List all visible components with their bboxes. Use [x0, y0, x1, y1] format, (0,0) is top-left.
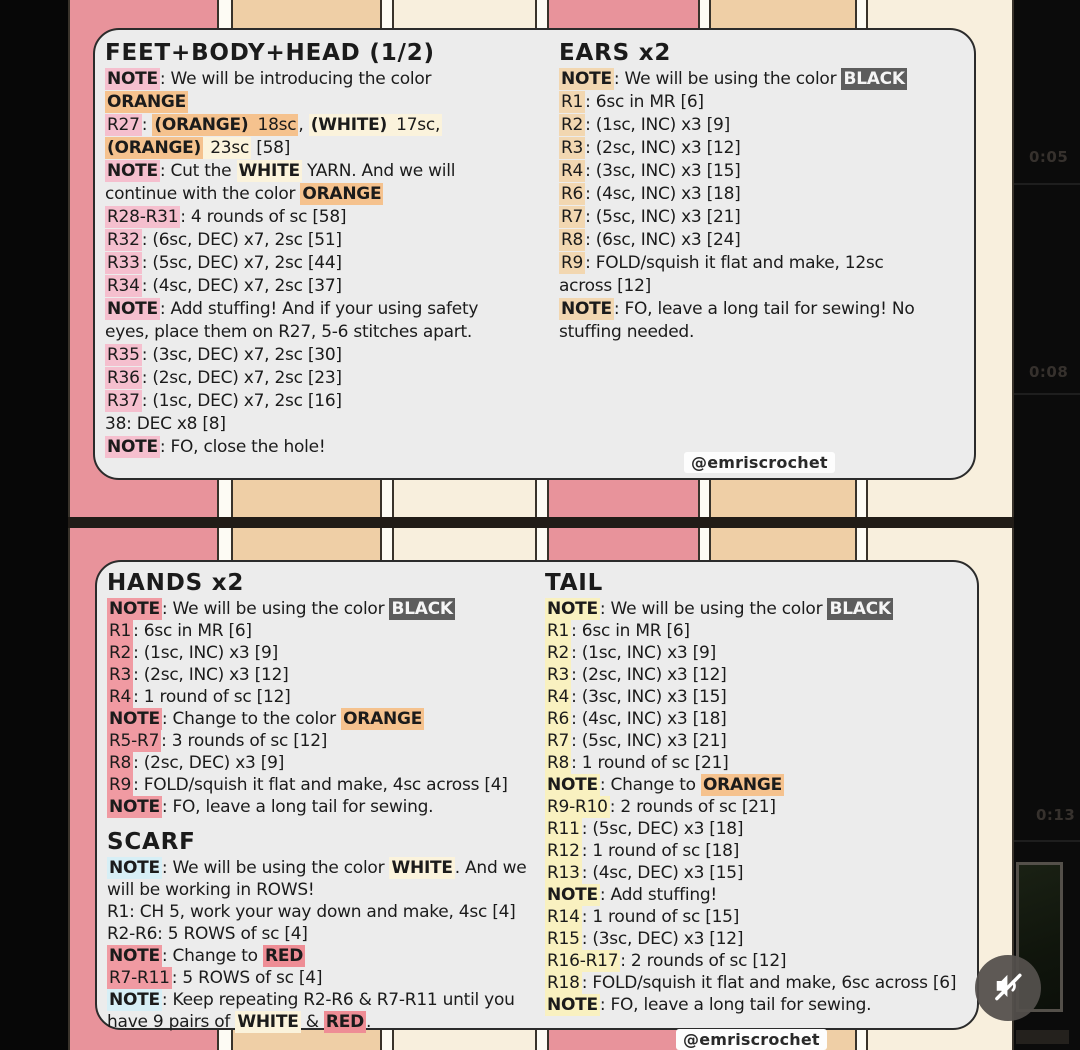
pattern-line: will be working in ROWS! [107, 880, 315, 900]
section-tail [545, 568, 971, 1016]
pattern-line: NOTE : We will be using the color BLACK [109, 599, 453, 619]
pattern-line: NOTE : Add stuffing! And if your using safety [107, 299, 479, 319]
pattern-line: NOTE : FO, close the hole! [107, 437, 326, 457]
section-title: HANDS x2 [107, 570, 245, 596]
video-duration-badge: 0:05 [1029, 148, 1069, 166]
watermark-handle: @emriscrochet [684, 452, 835, 473]
pattern-line: NOTE : FO, leave a long tail for sewing! No [561, 299, 915, 319]
pattern-line: R18 : FOLD/squish it flat and make, 6sc across [6] [547, 973, 957, 993]
pattern-line: NOTE : Add stuffing! [547, 885, 717, 905]
pattern-line: NOTE : We will be using the color WHITE . And we [109, 858, 527, 878]
frame-divider [68, 517, 1014, 528]
section-title: SCARF [107, 829, 196, 855]
pattern-line: NOTE : We will be using the color BLACK [561, 69, 905, 89]
pattern-line: R13 : (4sc, DEC) x3 [15] [547, 863, 744, 883]
pattern-line: R2-R6: 5 ROWS of sc [4] [107, 924, 308, 944]
pattern-line: R7 : (5sc, INC) x3 [21] [561, 207, 741, 227]
pattern-line: R9 : FOLD/squish it flat and make, 12sc [561, 253, 884, 273]
pattern-line: R9 : FOLD/squish it flat and make, 4sc across [4] [109, 775, 508, 795]
pattern-line: R8 : 1 round of sc [21] [547, 753, 729, 773]
hands-scarf-column [107, 568, 541, 1033]
pattern-line: NOTE : Change to RED [109, 946, 304, 966]
pattern-line: R1 : 6sc in MR [6] [547, 621, 690, 641]
pattern-line: NOTE : Change to ORANGE [547, 775, 782, 795]
video-duration-badge: 0:08 [1029, 363, 1069, 381]
pattern-line: R33 : (5sc, DEC) x7, 2sc [44] [107, 253, 342, 273]
pattern-line: stuffing needed. [559, 322, 695, 342]
pattern-line: R1: CH 5, work your way down and make, 4sc [4] [107, 902, 516, 922]
pattern-line: R3 : (2sc, INC) x3 [12] [547, 665, 727, 685]
section-ears [559, 38, 965, 344]
pattern-line: R15 : (3sc, DEC) x3 [12] [547, 929, 744, 949]
pattern-line: R12 : 1 round of sc [18] [547, 841, 740, 861]
pattern-line: R5-R7 : 3 rounds of sc [12] [109, 731, 328, 751]
pattern-line: R4 : (3sc, INC) x3 [15] [547, 687, 727, 707]
section-title: TAIL [545, 570, 604, 596]
pattern-line: R14 : 1 round of sc [15] [547, 907, 740, 927]
pattern-line: R1 : 6sc in MR [6] [109, 621, 252, 641]
pattern-line: ORANGE [107, 92, 186, 112]
pattern-line: R3 : (2sc, INC) x3 [12] [109, 665, 289, 685]
pattern-line: continue with the color ORANGE [105, 184, 382, 204]
pattern-line: NOTE : FO, leave a long tail for sewing. [547, 995, 872, 1015]
left-letterbox [0, 0, 68, 1050]
pattern-line: R7-R11 : 5 ROWS of sc [4] [109, 968, 323, 988]
pattern-line: R11 : (5sc, DEC) x3 [18] [547, 819, 744, 839]
pattern-line: R8 : (2sc, DEC) x3 [9] [109, 753, 285, 773]
pattern-line: R35 : (3sc, DEC) x7, 2sc [30] [107, 345, 342, 365]
pattern-line: R2 : (1sc, INC) x3 [9] [561, 115, 730, 135]
section-title: FEET+BODY+HEAD (1/2) [105, 40, 435, 66]
pattern-line: NOTE : Change to the color ORANGE [109, 709, 423, 729]
thumbnail-seam [1014, 183, 1080, 185]
pattern-line: NOTE : We will be introducing the color [107, 69, 432, 89]
pattern-line: R32 : (6sc, DEC) x7, 2sc [51] [107, 230, 342, 250]
pattern-line: R34 : (4sc, DEC) x7, 2sc [37] [107, 276, 342, 296]
thumbnail-seam [1014, 840, 1080, 842]
pattern-line: R4 : (3sc, INC) x3 [15] [561, 161, 741, 181]
pattern-line: 38: DEC x8 [8] [105, 414, 226, 434]
pattern-line: R3 : (2sc, INC) x3 [12] [561, 138, 741, 158]
section-lines [105, 68, 553, 459]
pattern-line: across [12] [559, 276, 652, 296]
pattern-line: R7 : (5sc, INC) x3 [21] [547, 731, 727, 751]
video-thumbnail-caption [1016, 1030, 1069, 1044]
pattern-line: eyes, place them on R27, 5-6 stitches apart. [105, 322, 473, 342]
section-lines [545, 598, 971, 1016]
pattern-line: R16-R17 : 2 rounds of sc [12] [547, 951, 787, 971]
speaker-muted-icon [990, 968, 1026, 1008]
section-lines [559, 68, 965, 344]
pattern-line: R2 : (1sc, INC) x3 [9] [547, 643, 716, 663]
pattern-line: have 9 pairs of WHITE & RED . [107, 1012, 372, 1032]
pattern-line: R6 : (4sc, INC) x3 [18] [561, 184, 741, 204]
pattern-line: (ORANGE) 23sc [58] [107, 138, 291, 158]
section-feet-body-head [105, 38, 553, 459]
pattern-line: R2 : (1sc, INC) x3 [9] [109, 643, 278, 663]
section-scarf [107, 827, 541, 1033]
pattern-line: NOTE : Cut the WHITE YARN. And we will [107, 161, 456, 181]
section-title: EARS x2 [559, 40, 672, 66]
pattern-line: NOTE : FO, leave a long tail for sewing. [109, 797, 434, 817]
pattern-card-top [93, 28, 976, 480]
pattern-card-bottom [95, 560, 979, 1030]
mute-button[interactable] [975, 955, 1041, 1021]
section-hands [107, 568, 541, 818]
pattern-line: NOTE : Keep repeating R2-R6 & R7-R11 until you [109, 990, 515, 1010]
pattern-line: R6 : (4sc, INC) x3 [18] [547, 709, 727, 729]
pattern-line: R28-R31 : 4 rounds of sc [58] [107, 207, 347, 227]
pattern-line: R36 : (2sc, DEC) x7, 2sc [23] [107, 368, 342, 388]
pattern-line: R9-R10 : 2 rounds of sc [21] [547, 797, 776, 817]
video-duration-badge: 0:13 [1036, 806, 1076, 824]
pattern-line: R27 : (ORANGE) 18sc , (WHITE) 17sc, [107, 115, 441, 135]
pattern-line: R37 : (1sc, DEC) x7, 2sc [16] [107, 391, 342, 411]
watermark-handle: @emriscrochet [676, 1029, 827, 1050]
pattern-line: NOTE : We will be using the color BLACK [547, 599, 891, 619]
pattern-line: R4 : 1 round of sc [12] [109, 687, 291, 707]
thumbnail-seam [1014, 393, 1080, 395]
pattern-line: R1 : 6sc in MR [6] [561, 92, 704, 112]
section-lines [107, 598, 541, 818]
section-lines [107, 857, 541, 1033]
pattern-line: R8 : (6sc, INC) x3 [24] [561, 230, 741, 250]
